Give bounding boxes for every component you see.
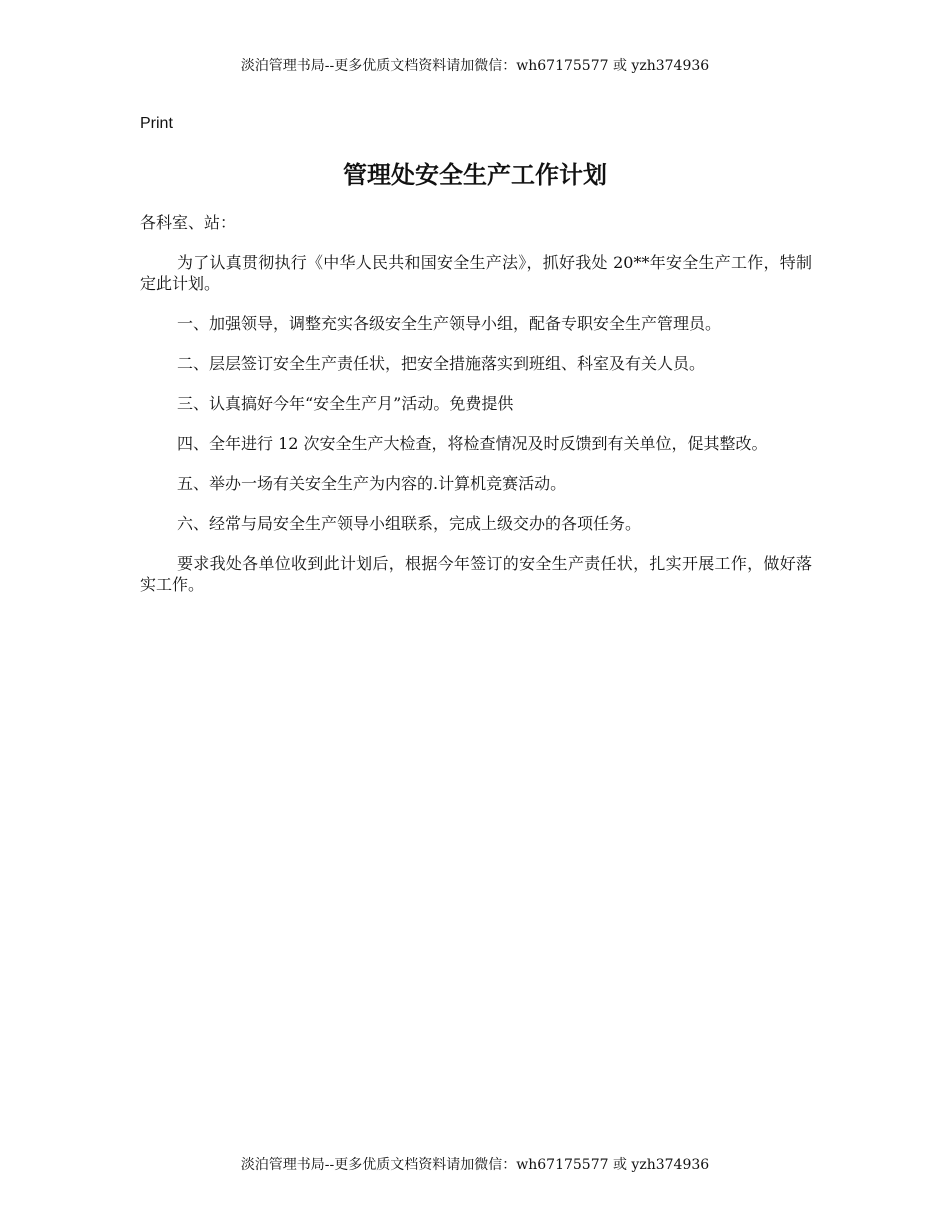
print-label: Print	[140, 115, 173, 132]
paragraph-item-4: 四、全年进行 12 次安全生产大检查，将检查情况及时反馈到有关单位，促其整改。	[177, 434, 768, 453]
document-body	[140, 212, 812, 614]
paragraph-item-3: 三、认真搞好今年“安全生产月”活动。免费提供	[177, 394, 514, 413]
paragraph-intro: 为了认真贯彻执行《中华人民共和国安全生产法》，抓好我处 20**年安全生产工作，特制定此计划。	[140, 253, 812, 293]
page-footer: 淡泊管理书局--更多优质文档资料请加微信：wh67175577 或 yzh374936	[240, 1157, 710, 1173]
document-title: 管理处安全生产工作计划	[343, 161, 607, 189]
page-header: 淡泊管理书局--更多优质文档资料请加微信：wh67175577 或 yzh374936	[240, 58, 710, 74]
greeting: 各科室、站：	[140, 213, 237, 232]
paragraph-item-1: 一、加强领导，调整充实各级安全生产领导小组，配备专职安全生产管理员。	[177, 314, 722, 333]
paragraph-closing: 要求我处各单位收到此计划后，根据今年签订的安全生产责任状，扎实开展工作，做好落实工作。	[140, 554, 812, 594]
paragraph-item-2: 二、层层签订安全生产责任状，把安全措施落实到班组、科室及有关人员。	[177, 354, 706, 373]
paragraph-item-6: 六、经常与局安全生产领导小组联系，完成上级交办的各项任务。	[177, 514, 642, 533]
paragraph-item-5: 五、举办一场有关安全生产为内容的.计算机竞赛活动。	[177, 474, 567, 493]
